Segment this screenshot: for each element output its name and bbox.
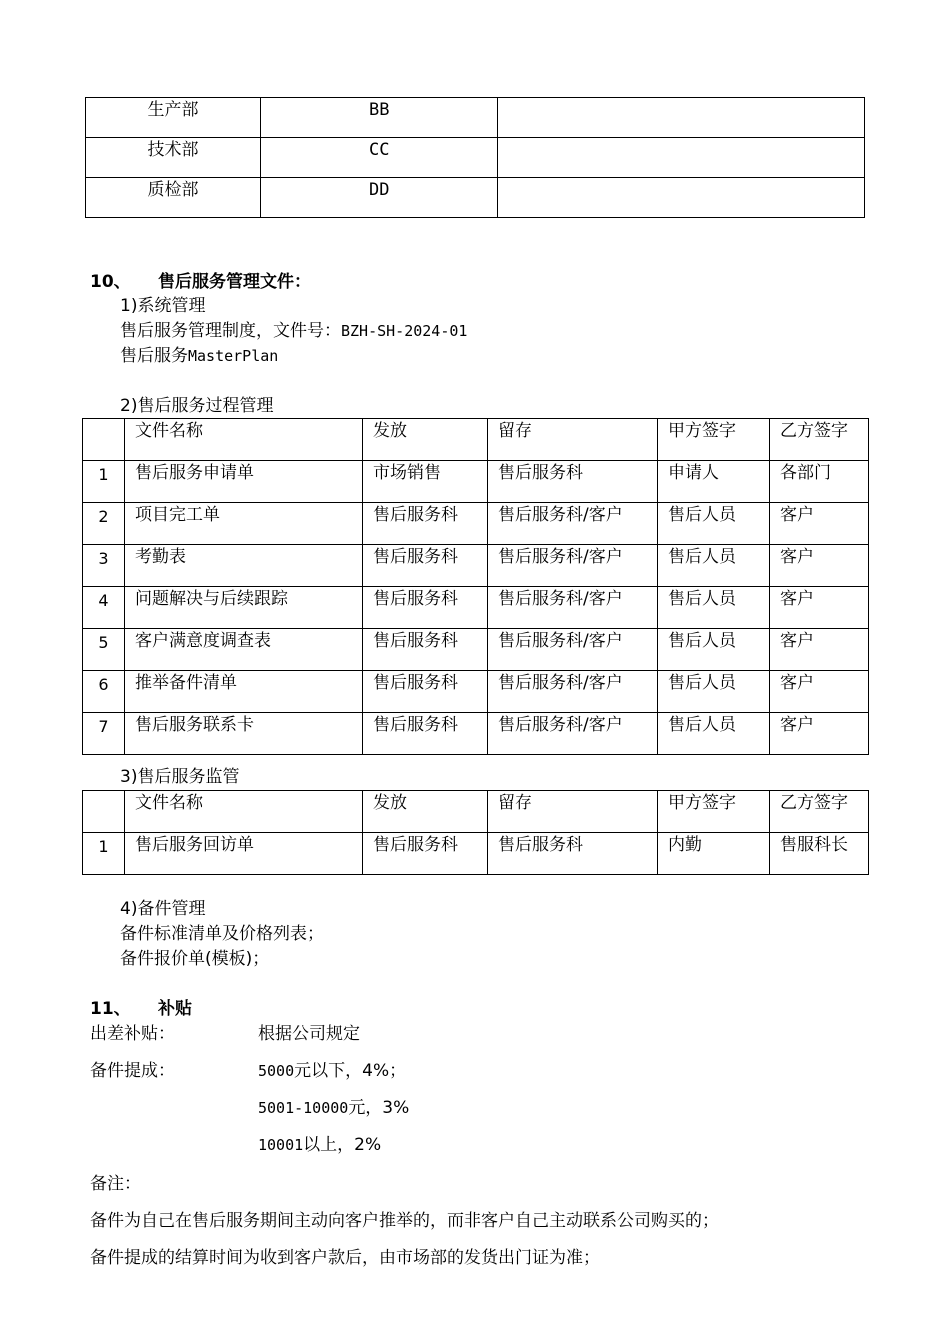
table-row [86, 98, 865, 138]
sub1-line2 [120, 344, 278, 368]
retain-cell: 售后服务科/客户 [488, 587, 658, 629]
header-cell: 留存 [488, 419, 658, 461]
header-cell: 发放 [363, 419, 488, 461]
issue-cell: 市场销售 [363, 461, 488, 503]
remark-line: 备件为自己在售后服务期间主动向客户推举的，而非客户自己主动联系公司购买的； [90, 1211, 719, 1231]
note-cell [498, 138, 865, 178]
document-number: BZH-SH-2024-01 [341, 322, 468, 340]
commission-label: 备件提成： [90, 1061, 175, 1081]
doc-name-cell: 售后服务申请单 [125, 461, 363, 503]
remark-line: 备件提成的结算时间为收到客户款后，由市场部的发货出门证为准； [90, 1248, 600, 1268]
retain-cell: 售后服务科 [488, 461, 658, 503]
commission-text: 以上，2% [303, 1135, 382, 1155]
issue-cell: 售后服务科 [363, 833, 488, 875]
row-index: 7 [83, 713, 125, 755]
party-a-cell: 内勤 [658, 833, 770, 875]
row-index: 4 [83, 587, 125, 629]
retain-cell: 售后服务科/客户 [488, 629, 658, 671]
table-row [83, 461, 869, 503]
header-cell: 甲方签字 [658, 419, 770, 461]
travel-allowance-label: 出差补贴： [90, 1024, 175, 1044]
sub1-heading: 1)系统管理 [120, 296, 206, 316]
header-cell: 乙方签字 [770, 791, 869, 833]
section-10-title: 售后服务管理文件： [158, 272, 311, 292]
table-row [83, 671, 869, 713]
sub1-line1-prefix: 售后服务管理制度，文件号： [120, 321, 341, 341]
code-cell: CC [261, 138, 498, 178]
doc-name-cell: 售后服务回访单 [125, 833, 363, 875]
party-b-cell: 客户 [770, 671, 869, 713]
dept-cell: 技术部 [86, 138, 261, 178]
table-row [86, 178, 865, 218]
issue-cell: 售后服务科 [363, 713, 488, 755]
section-11-title: 补贴 [158, 999, 192, 1019]
header-cell: 文件名称 [125, 419, 363, 461]
doc-name-cell: 项目完工单 [125, 503, 363, 545]
sub4-heading: 4)备件管理 [120, 899, 206, 919]
commission-text: 元，3% [348, 1098, 410, 1118]
party-a-cell: 售后人员 [658, 503, 770, 545]
doc-name-cell: 考勤表 [125, 545, 363, 587]
section-10-number: 10、 [90, 272, 131, 292]
table-row [83, 629, 869, 671]
retain-cell: 售后服务科/客户 [488, 545, 658, 587]
dept-cell: 生产部 [86, 98, 261, 138]
sub4-line2: 备件报价单(模板)； [120, 949, 270, 969]
remark-label: 备注： [90, 1174, 141, 1194]
table-row [83, 503, 869, 545]
party-b-cell: 各部门 [770, 461, 869, 503]
row-index: 1 [83, 833, 125, 875]
commission-amount: 5000 [258, 1062, 295, 1080]
commission-line [258, 1059, 406, 1083]
travel-allowance-value: 根据公司规定 [258, 1024, 360, 1044]
table-row [83, 833, 869, 875]
row-index: 5 [83, 629, 125, 671]
retain-cell: 售后服务科/客户 [488, 671, 658, 713]
doc-name-cell: 推举备件清单 [125, 671, 363, 713]
party-b-cell: 客户 [770, 545, 869, 587]
code-cell: DD [261, 178, 498, 218]
header-cell [83, 419, 125, 461]
party-b-cell: 客户 [770, 503, 869, 545]
issue-cell: 售后服务科 [363, 545, 488, 587]
supervision-table [82, 790, 869, 875]
row-index: 1 [83, 461, 125, 503]
table-header-row [83, 791, 869, 833]
party-a-cell: 申请人 [658, 461, 770, 503]
retain-cell: 售后服务科/客户 [488, 503, 658, 545]
row-index: 6 [83, 671, 125, 713]
header-cell: 乙方签字 [770, 419, 869, 461]
party-a-cell: 售后人员 [658, 629, 770, 671]
party-a-cell: 售后人员 [658, 671, 770, 713]
sub4-line1: 备件标准清单及价格列表； [120, 924, 324, 944]
commission-amount: 5001-10000 [258, 1099, 349, 1117]
table-row [83, 545, 869, 587]
commission-line [258, 1133, 381, 1157]
issue-cell: 售后服务科 [363, 629, 488, 671]
issue-cell: 售后服务科 [363, 503, 488, 545]
party-b-cell: 客户 [770, 629, 869, 671]
header-cell: 发放 [363, 791, 488, 833]
doc-name-cell: 客户满意度调查表 [125, 629, 363, 671]
header-cell [83, 791, 125, 833]
note-cell [498, 178, 865, 218]
issue-cell: 售后服务科 [363, 587, 488, 629]
retain-cell: 售后服务科/客户 [488, 713, 658, 755]
code-cell: BB [261, 98, 498, 138]
table-header-row [83, 419, 869, 461]
sub3-heading: 3)售后服务监管 [120, 767, 240, 787]
section-11-number: 11、 [90, 999, 131, 1019]
party-b-cell: 售服科长 [770, 833, 869, 875]
commission-line [258, 1096, 409, 1120]
dept-cell: 质检部 [86, 178, 261, 218]
sub1-line1 [120, 319, 467, 343]
issue-cell: 售后服务科 [363, 671, 488, 713]
party-b-cell: 客户 [770, 713, 869, 755]
header-cell: 留存 [488, 791, 658, 833]
commission-amount: 10001 [258, 1136, 304, 1154]
table-row [83, 587, 869, 629]
retain-cell: 售后服务科 [488, 833, 658, 875]
row-index: 3 [83, 545, 125, 587]
department-table [85, 97, 865, 218]
header-cell: 甲方签字 [658, 791, 770, 833]
process-table [82, 418, 869, 755]
party-a-cell: 售后人员 [658, 545, 770, 587]
doc-name-cell: 问题解决与后续跟踪 [125, 587, 363, 629]
table-row [86, 138, 865, 178]
header-cell: 文件名称 [125, 791, 363, 833]
table-row [83, 713, 869, 755]
party-a-cell: 售后人员 [658, 713, 770, 755]
party-a-cell: 售后人员 [658, 587, 770, 629]
party-b-cell: 客户 [770, 587, 869, 629]
sub1-line2-prefix: 售后服务 [120, 346, 188, 366]
row-index: 2 [83, 503, 125, 545]
masterplan-label: MasterPlan [188, 347, 279, 365]
commission-text: 元以下，4%； [294, 1061, 407, 1081]
sub2-heading: 2)售后服务过程管理 [120, 396, 274, 416]
note-cell [498, 98, 865, 138]
doc-name-cell: 售后服务联系卡 [125, 713, 363, 755]
